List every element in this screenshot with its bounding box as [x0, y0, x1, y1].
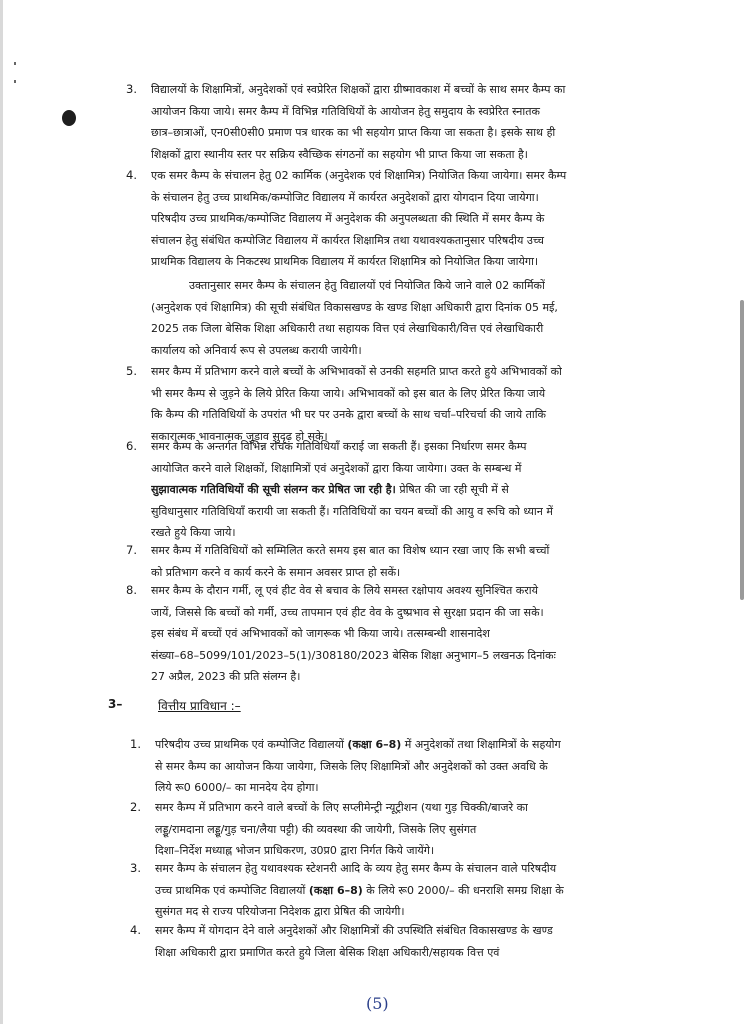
- fin-item-2-line: लड्डू/रामदाना लड्डू/गुड़ चना/लैया पट्टी) की व्यवस्था की जायेगी, जिसके लिए सुसंगत: [155, 822, 477, 836]
- item-3-line: आयोजन किया जाये। समर कैम्प में विभिन्न गतिविधियों के आयोजन हेतु समुदाय के स्वप्रेरित स्नातक: [151, 104, 540, 118]
- fin-item-2-line: समर कैम्प में प्रतिभाग करने वाले बच्चों के लिए सप्लीमेन्ट्री न्यूट्रीशन (यथा गुड़ चिक्की/बाजरे का: [155, 801, 528, 814]
- fin-item-3-number: 3.: [130, 861, 141, 875]
- item-4-line: एक समर कैम्प के संचालन हेतु 02 कार्मिक (अनुदेशक एवं शिक्षामित्र) नियोजित किया जायेगा। समर कैम्प: [151, 169, 567, 182]
- continuation-line: 2025 तक जिला बेसिक शिक्षा अधिकारी तथा सहायक वित्त एवं लेखाधिकारी/वित्त एवं लेखाधिकारी: [151, 322, 544, 335]
- item-3-line: विद्यालयों के शिक्षामित्रों, अनुदेशकों एवं स्वप्रेरित शिक्षकों द्वारा ग्रीष्मावकाश में बच्चों के साथ समर कैम्प का: [151, 83, 566, 96]
- item-3-number: 3.: [126, 82, 137, 96]
- item-7-text: [151, 540, 697, 583]
- item-6-line: आयोजित करने वाले शिक्षकों, शिक्षामित्रों एवं अनुदेशकों द्वारा किया जायेगा। उक्त के सम्बन्ध में: [151, 461, 522, 475]
- scan-speck: [14, 62, 16, 65]
- fin-item-4-line: समर कैम्प में योगदान देने वाले अनुदेशकों और शिक्षामित्रों की उपस्थिति संबंधित विकासखण्ड के खण्ड: [155, 924, 553, 937]
- item-8-text: [151, 580, 697, 688]
- fin-item-3-line: [155, 880, 695, 902]
- item-5-line: सकारात्मक भावनात्मक जुड़ाव सुदृढ़ हो सके।: [151, 429, 328, 443]
- continuation-line: (अनुदेशक एवं शिक्षामित्र) की सूची संबंधित विकासखण्ड के खण्ड शिक्षा अधिकारी द्वारा दिनांक 05 मई,: [151, 300, 558, 314]
- fin-item-3-post: के लिये रू0 2000/– की धनराशि समग्र शिक्षा के: [362, 883, 564, 897]
- item-4-line: प्राथमिक विद्यालय के निकटस्थ प्राथमिक विद्यालय में कार्यरत शिक्षामित्र को नियोजित किया जायेगा।: [151, 255, 539, 268]
- fin-item-1-text: [155, 734, 695, 799]
- item-4-line: संचालन हेतु संबंधित कम्पोजिट विद्यालय में कार्यरत शिक्षामित्र तथा यथावश्यकतानुसार परिषदीय उच्च: [151, 233, 545, 247]
- item-8-line: जायें, जिससे कि बच्चों को गर्मी, उच्च तापमान एवं हीट वेव के दुष्प्रभाव से सुरक्षा प्रदान की जा सके।: [151, 605, 544, 619]
- item-3-line: शिक्षकों द्वारा स्थानीय स्तर पर सक्रिय स्वैच्छिक संगठनों का सहयोग भी प्राप्त किया जा सकता है।: [151, 147, 528, 161]
- item-5-line: भी समर कैम्प से जुड़ने के लिये प्रेरित किया जाये। अभिभावकों को इस बात के लिए प्रेरित किया जाये: [151, 386, 546, 400]
- item-8-line: संख्या–68–5099/101/2023–5(1)/308180/2023 बेसिक शिक्षा अनुभाग–5 लखनऊ दिनांकः: [151, 648, 556, 662]
- item-7-number: 7.: [126, 543, 137, 557]
- item-6-text: [151, 436, 697, 544]
- item-4-line: के संचालन हेतु उच्च प्राथमिक/कम्पोजिट विद्यालय में कार्यरत अनुदेशकों द्वारा योगदान दिया जायेगा।: [151, 190, 539, 204]
- item-8-line: 27 अप्रैल, 2023 की प्रति संलग्न है।: [151, 670, 301, 683]
- item-6-number: 6.: [126, 439, 137, 453]
- item-6-line: सुविधानुसार गतिविधियाँ करायी जा सकती हैं। गतिविधियों का चयन बच्चों की आयु व रूचि को ध्यान में: [151, 504, 553, 518]
- item-7-line: समर कैम्प में गतिविधियों को सम्मिलित करते समय इस बात का विशेष ध्यान रखा जाए कि सभी बच्चों: [151, 544, 550, 557]
- continuation-paragraph: [151, 275, 697, 361]
- fin-item-4-number: 4.: [130, 923, 141, 937]
- item-3-line: छात्र–छात्राओं, एन0सी0सी0 प्रमाण पत्र धारक का भी सहयोग प्राप्त किया जा सकता है। इसके साथ ही: [151, 126, 556, 139]
- item-5-text: [151, 361, 697, 447]
- scroll-indicator[interactable]: [740, 300, 744, 600]
- scan-speck: [14, 80, 16, 83]
- fin-item-1-line: [155, 734, 695, 756]
- item-3-text: [151, 79, 697, 165]
- item-4-line: परिषदीय उच्च प्राथमिक/कम्पोजिट विद्यालय में अनुदेशक की अनुपलब्धता की स्थिति में समर कैम्प के: [151, 212, 545, 225]
- item-6-bold-tail: प्रेषित की जा रही सूची में से: [395, 483, 509, 496]
- continuation-line: कार्यालय को अनिवार्य रूप से उपलब्ध करायी जायेगी।: [151, 343, 362, 357]
- fin-item-3-text: [155, 858, 695, 923]
- fin-item-2-text: [155, 797, 695, 862]
- fin-item-3-pre: उच्च प्राथमिक एवं कम्पोजिट विद्यालयों: [155, 883, 309, 897]
- fin-item-1-pre: परिषदीय उच्च प्राथमिक एवं कम्पोजिट विद्यालयों: [155, 738, 348, 751]
- item-8-line: समर कैम्प के दौरान गर्मी, लू एवं हीट वेव से बचाव के लिये समस्त रक्षोपाय अवश्य सुनिश्चित कराये: [151, 584, 538, 597]
- fin-item-1-line: लिये रू0 6000/– का मानदेय देय होगा।: [155, 781, 319, 794]
- fin-item-2-line: दिशा–निर्देश मध्याह्न भोजन प्राधिकरण, उ0प्र0 द्वारा निर्गत किये जायेंगे।: [155, 844, 435, 857]
- scan-left-edge: [0, 0, 3, 1024]
- item-6-line: रखते हुये किया जाये।: [151, 526, 236, 539]
- item-7-line: को प्रतिभाग करने व कार्य करने के समान अवसर प्राप्त हो सकें।: [151, 565, 401, 579]
- suggested-activities-bold: सुझावात्मक गतिविधियों की सूची संलग्न कर प्रेषित जा रही है।: [151, 483, 396, 496]
- item-5-line: समर कैम्प में प्रतिभाग करने वाले बच्चों के अभिभावकों से उनकी सहमति प्राप्त करते हुये अभिभावकों को: [151, 365, 562, 378]
- fin-item-1-number: 1.: [130, 737, 141, 751]
- item-8-line: इस संबंध में बच्चों एवं अभिभावकों को जागरूक भी किया जाये। तत्सम्बन्धी शासनादेश: [151, 627, 490, 640]
- fin-item-4-line: शिक्षा अधिकारी द्वारा प्रमाणित करते हुये जिला बेसिक शिक्षा अधिकारी/सहायक वित्त एवं: [155, 945, 500, 959]
- punch-hole-mark: [62, 110, 76, 126]
- fin-item-1-post: में अनुदेशकों तथा शिक्षामित्रों के सहयोग: [401, 738, 561, 751]
- fin-item-3-line: सुसंगत मद से राज्य परियोजना निदेशक द्वारा प्रेषित की जायेगी।: [155, 905, 405, 918]
- item-5-number: 5.: [126, 364, 137, 378]
- fin-item-4-text: [155, 920, 695, 963]
- section-3-number: 3–: [108, 697, 123, 711]
- item-4-number: 4.: [126, 168, 137, 182]
- item-5-line: कि कैम्प की गतिविधियों के उपरांत भी घर पर उनके द्वारा बच्चों के साथ चर्चा–परिचर्चा की जाये ताकि: [151, 408, 546, 421]
- fin-item-1-line: से समर कैम्प का आयोजन किया जायेगा, जिसके लिए शिक्षामित्रों और अनुदेशकों को उक्त अवधि के: [155, 759, 548, 773]
- page-number: (5): [366, 994, 389, 1013]
- class-range-bold: (कक्षा 6–8): [347, 738, 402, 751]
- fin-item-3-line: समर कैम्प के संचालन हेतु यथावश्यक स्टेशनरी आदि के व्यय हेतु समर कैम्प के संचालन वाले परिषदीय: [155, 862, 557, 875]
- fin-item-2-number: 2.: [130, 800, 141, 814]
- item-6-line: [151, 479, 697, 501]
- item-4-text: [151, 165, 697, 273]
- item-6-line: समर कैम्प के अन्तर्गत विभिन्न रोचक गतिविधियाँ कराई जा सकती हैं। इसका निर्धारण समर कैम्प: [151, 440, 527, 453]
- item-8-number: 8.: [126, 583, 137, 597]
- section-3-title: वित्तीय प्राविधान :–: [158, 699, 241, 713]
- class-range-bold: (कक्षा 6–8): [308, 883, 363, 897]
- continuation-line: उक्तानुसार समर कैम्प के संचालन हेतु विद्यालयों एवं नियोजित किये जाने वाले 02 कार्मिकों: [189, 279, 545, 292]
